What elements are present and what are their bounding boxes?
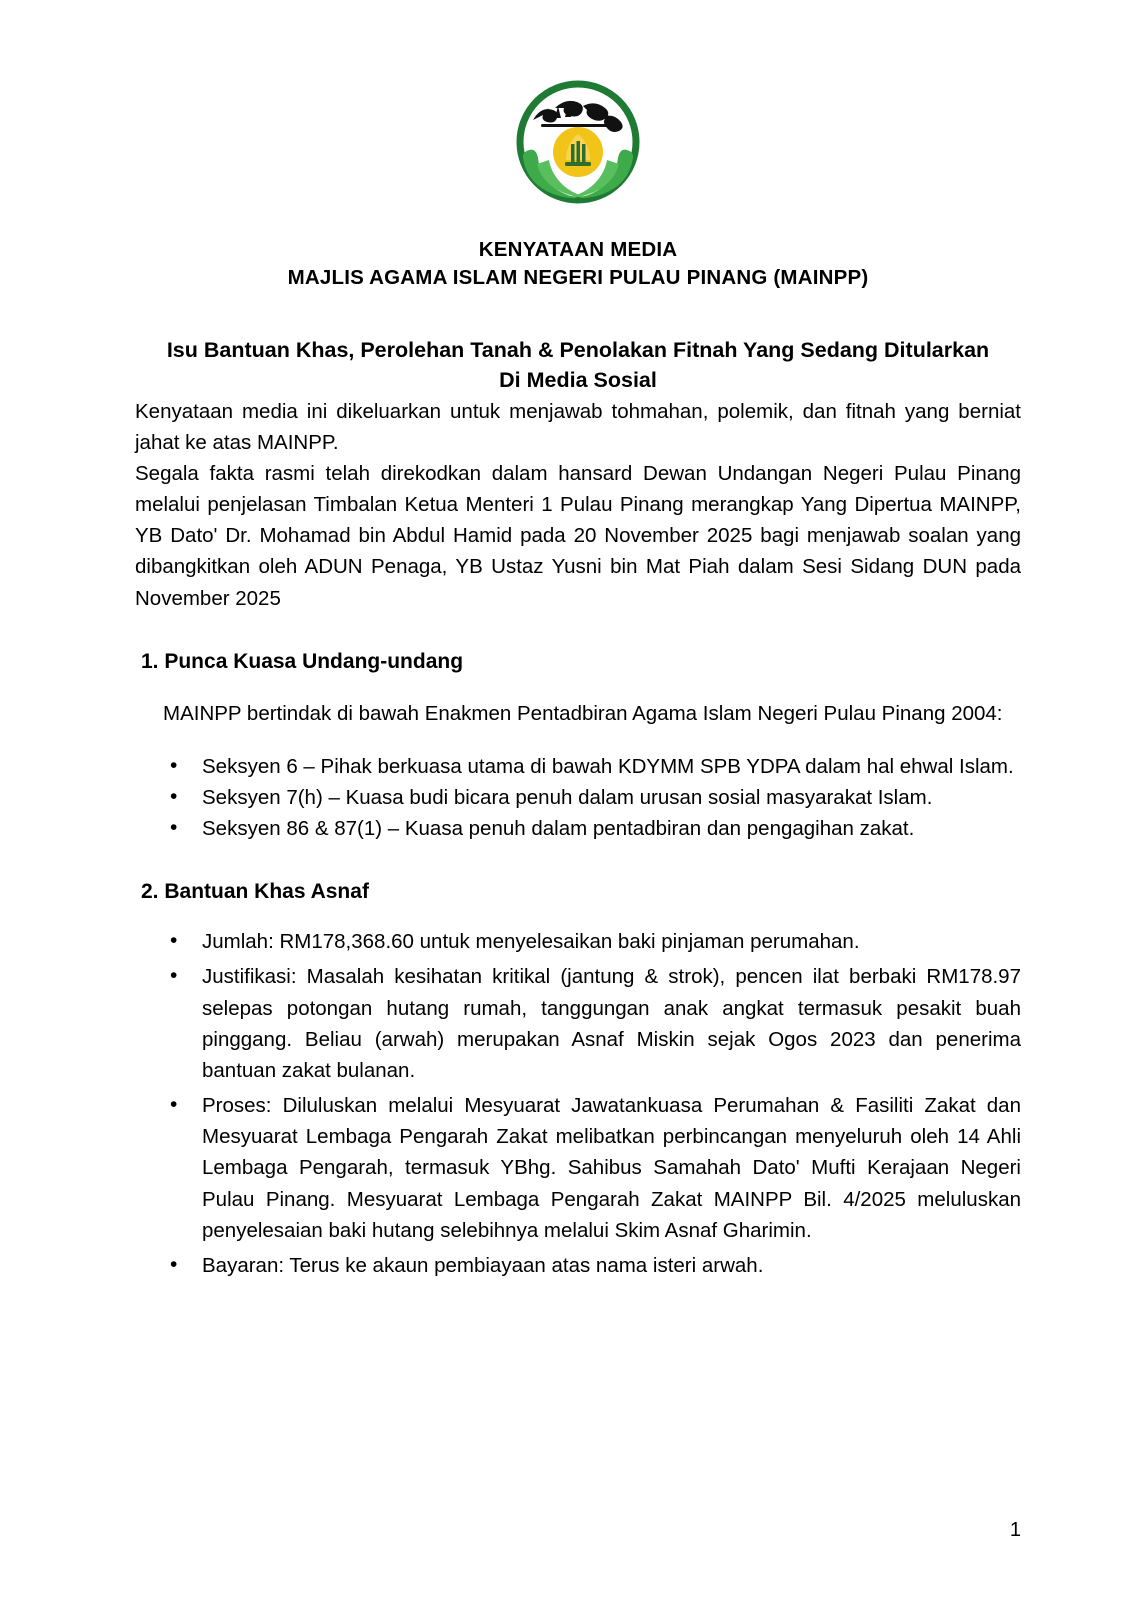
list-item: • Seksyen 6 – Pihak berkuasa utama di bawah KDYMM SPB YDPA dalam hal ehwal Islam.	[200, 751, 1021, 782]
header-line-1: KENYATAAN MEDIA	[478, 238, 678, 261]
list-item: • Jumlah: RM178,368.60 untuk menyelesaikan baki pinjaman perumahan.	[200, 926, 1021, 957]
section-2-bullet-list	[135, 926, 1021, 1281]
subject-line-1: Isu Bantuan Khas, Perolehan Tanah & Penolakan Fitnah Yang Sedang Ditularkan	[166, 337, 990, 362]
list-item: • Seksyen 86 & 87(1) – Kuasa penuh dalam pentadbiran dan pengagihan zakat.	[200, 813, 1021, 844]
intro-paragraph-1: Kenyataan media ini dikeluarkan untuk menjawab tohmahan, polemik, dan fitnah yang berniat jahat ke atas MAINPP.	[135, 399, 1021, 454]
section-1-bullet-list	[135, 751, 1021, 844]
intro-paragraph-2: Segala fakta rasmi telah direkodkan dalam hansard Dewan Undangan Negeri Pulau Pinang melalui penjelasan Timbalan Ketua Menteri 1 Pulau Pinang merangkap Yang Dipertua MAINPP, YB Dato' Dr. Mohamad bin Abdul Hamid pada 20 November 2025 bagi menjawab soalan yang dibangkitkan oleh ADUN Penaga, YB Ustaz Yusni bin Mat Piah dalam Sesi Sidang DUN pada November 2025	[135, 461, 1021, 610]
section-1-intro: MAINPP bertindak di bawah Enakmen Pentadbiran Agama Islam Negeri Pulau Pinang 2004:	[163, 701, 1003, 725]
mainpp-logo-icon	[493, 80, 663, 210]
page-number: 1	[1009, 1519, 1021, 1541]
list-item: • Bayaran: Terus ke akaun pembiayaan atas nama isteri arwah.	[200, 1250, 1021, 1281]
list-item: • Seksyen 7(h) – Kuasa budi bicara penuh dalam urusan sosial masyarakat Islam.	[200, 782, 1021, 813]
document-subject	[135, 335, 1021, 396]
header-line-2: MAJLIS AGAMA ISLAM NEGERI PULAU PINANG (MAINPP)	[287, 266, 869, 290]
section-1-heading: 1. Punca Kuasa Undang-undang	[141, 649, 464, 673]
list-item: • Justifikasi: Masalah kesihatan kritikal (jantung & strok), pencen ilat berbaki RM178.97 selepas potongan hutang rumah, tanggungan anak angkat termasuk pesakit buah pinggang. Beliau (arwah) merupakan Asnaf Miskin sejak Ogos 2023 dan penerima bantuan zakat bulanan.	[200, 961, 1021, 1086]
subject-line-2: Di Media Sosial	[499, 368, 657, 393]
logo-container	[135, 80, 1021, 210]
list-item: • Proses: Diluluskan melalui Mesyuarat Jawatankuasa Perumahan & Fasiliti Zakat dan Mesyuarat Lembaga Pengarah Zakat melibatkan perbincangan menyeluruh oleh 14 Ahli Lembaga Pengarah, termasuk YBhg. Sahibus Samahah Dato' Mufti Kerajaan Negeri Pulau Pinang. Mesyuarat Lembaga Pengarah Zakat MAINPP Bil. 4/2025 meluluskan penyelesaian baki hutang selebihnya melalui Skim Asnaf Gharimin.	[200, 1090, 1021, 1246]
document-header	[135, 236, 1021, 293]
section-2-heading: 2. Bantuan Khas Asnaf	[141, 880, 369, 904]
